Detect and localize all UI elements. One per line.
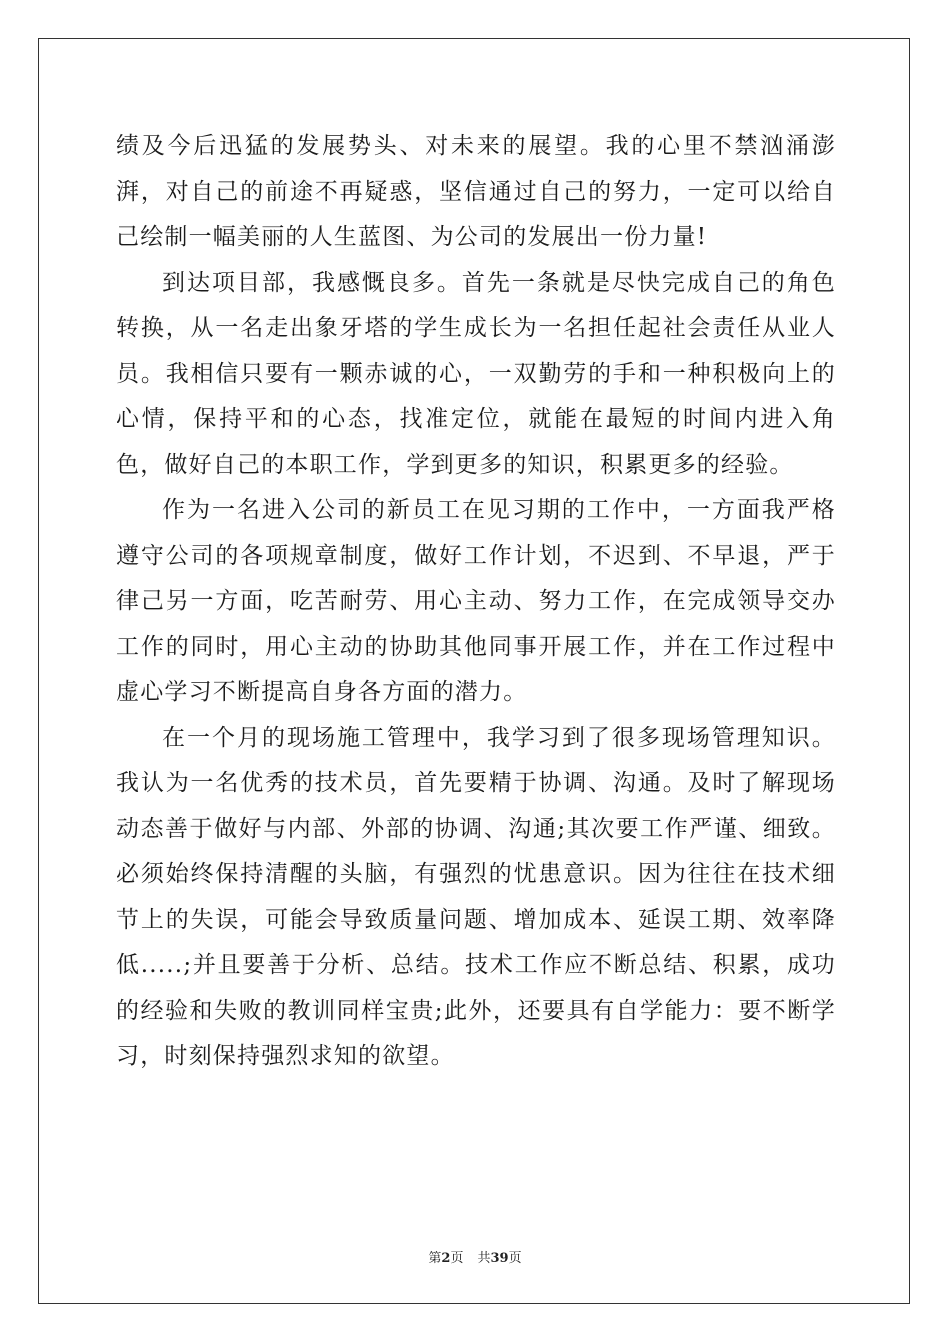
document-body	[116, 124, 836, 1080]
paragraph-3: 作为一名进入公司的新员工在见习期的工作中，一方面我严格遵守公司的各项规章制度，做好工作计划，不迟到、不早退，严于律己另一方面，吃苦耐劳、用心主动、努力工作，在完成领导交办工作的同时，用心主动的协助其他同事开展工作，并在工作过程中虚心学习不断提高自身各方面的潜力。	[116, 497, 836, 705]
paragraph-4: 在一个月的现场施工管理中，我学习到了很多现场管理知识。我认为一名优秀的技术员，首先要精于协调、沟通。及时了解现场动态善于做好与内部、外部的协调、沟通;其次要工作严谨、细致。必须始终保持清醒的头脑，有强烈的忧患意识。因为往往在技术细节上的失误，可能会导致质量问题、增加成本、延误工期、效率降低.....;并且要善于分析、总结。技术工作应不断总结、积累，成功的经验和失败的教训同样宝贵;此外，还要具有自学能力：要不断学习，时刻保持强烈求知的欲望。	[116, 724, 836, 1069]
paragraph-2: 到达项目部，我感慨良多。首先一条就是尽快完成自己的角色转换，从一名走出象牙塔的学生成长为一名担任起社会责任从业人员。我相信只要有一颗赤诚的心，一双勤劳的手和一种积极向上的心情，保持平和的心态，找准定位，就能在最短的时间内进入角色，做好自己的本职工作，学到更多的知识，积累更多的经验。	[116, 269, 836, 478]
page-number: 2	[441, 1251, 451, 1266]
page-prefix: 第	[428, 1251, 442, 1266]
page-footer	[0, 1247, 950, 1266]
total-prefix: 共	[477, 1251, 491, 1266]
page-suffix: 页	[450, 1251, 464, 1266]
paragraph-1: 绩及今后迅猛的发展势头、对未来的展望。我的心里不禁汹涌澎湃，对自己的前途不再疑惑，坚信通过自己的努力，一定可以给自己绘制一幅美丽的人生蓝图、为公司的发展出一份力量!	[116, 133, 836, 250]
total-suffix: 页	[508, 1251, 522, 1266]
total-pages: 39	[490, 1251, 509, 1266]
